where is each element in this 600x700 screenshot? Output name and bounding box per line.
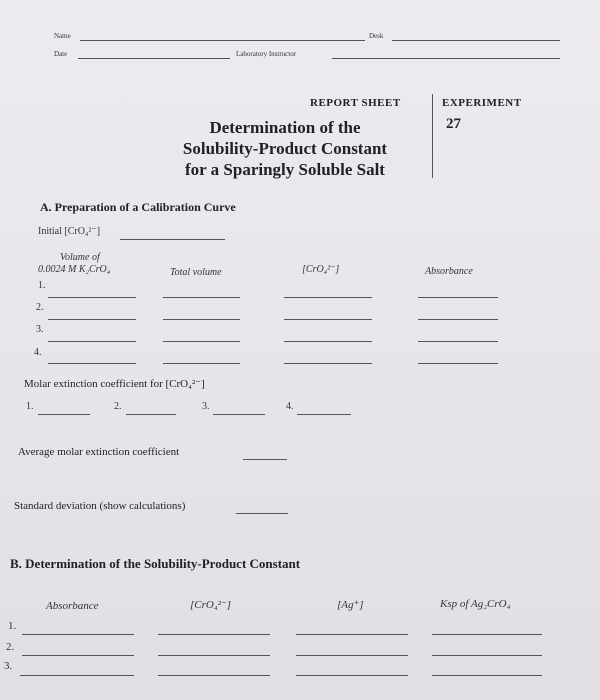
col-b-ksp: Ksp of Ag₂CrO₄ xyxy=(440,598,511,610)
date-field[interactable] xyxy=(78,58,230,59)
report-title xyxy=(140,117,430,180)
report-sheet-label: REPORT SHEET xyxy=(310,97,401,109)
molar-item-2-field[interactable] xyxy=(126,414,176,415)
row-b-3-absorbance[interactable] xyxy=(20,675,134,676)
average-molar-field[interactable] xyxy=(243,459,287,460)
row-a-3-absorbance[interactable] xyxy=(418,341,498,342)
std-deviation-field[interactable] xyxy=(236,513,288,514)
row-b-2-number: 2. xyxy=(6,641,15,653)
row-a-4-number: 4. xyxy=(34,347,42,358)
row-b-1-ag[interactable] xyxy=(296,634,408,635)
col-b-cro4: [CrO₄²⁻] xyxy=(190,599,232,611)
initial-cro4-field[interactable] xyxy=(120,239,225,240)
row-a-2-volume[interactable] xyxy=(48,319,136,320)
name-field[interactable] xyxy=(80,40,365,41)
molar-item-1-field[interactable] xyxy=(38,414,90,415)
row-a-1-absorbance[interactable] xyxy=(418,297,498,298)
row-a-4-absorbance[interactable] xyxy=(418,363,498,364)
row-a-4-volume[interactable] xyxy=(48,363,136,364)
experiment-label: EXPERIMENT xyxy=(442,97,522,109)
row-b-1-cro4[interactable] xyxy=(158,634,270,635)
title-line-2: Solubility-Product Constant xyxy=(182,139,388,158)
row-a-1-volume[interactable] xyxy=(48,297,136,298)
molar-item-3-field[interactable] xyxy=(213,414,265,415)
col-total-volume: Total volume xyxy=(170,267,222,278)
molar-item-4-number: 4. xyxy=(286,401,294,412)
std-deviation-label: Standard deviation (show calculations) xyxy=(14,500,186,512)
col-volume-line2: 0.0024 M K₂CrO₄ xyxy=(38,264,111,275)
molar-item-4-field[interactable] xyxy=(297,414,351,415)
row-b-1-ksp[interactable] xyxy=(432,634,542,635)
row-a-1-cro4[interactable] xyxy=(284,297,372,298)
molar-item-3-number: 3. xyxy=(202,401,210,412)
row-a-3-number: 3. xyxy=(36,324,44,335)
name-label: Name xyxy=(54,32,71,40)
row-a-3-cro4[interactable] xyxy=(284,341,372,342)
instructor-field[interactable] xyxy=(332,58,560,59)
row-b-3-ksp[interactable] xyxy=(432,675,542,676)
header-divider xyxy=(432,94,433,178)
molar-item-1-number: 1. xyxy=(26,401,34,412)
row-b-1-absorbance[interactable] xyxy=(22,634,134,635)
molar-item-2-number: 2. xyxy=(114,401,122,412)
col-volume-line1: Volume of xyxy=(60,252,100,263)
row-b-3-ag[interactable] xyxy=(296,675,408,676)
title-line-3: for a Sparingly Soluble Salt xyxy=(185,160,385,179)
row-b-3-number: 3. xyxy=(4,660,13,672)
row-a-3-volume[interactable] xyxy=(48,341,136,342)
date-label: Date xyxy=(54,50,68,58)
col-absorbance: Absorbance xyxy=(425,266,473,277)
row-b-2-cro4[interactable] xyxy=(158,655,270,656)
col-b-absorbance: Absorbance xyxy=(46,600,99,612)
row-a-1-total[interactable] xyxy=(163,297,240,298)
row-a-1-number: 1. xyxy=(38,280,46,291)
row-a-2-number: 2. xyxy=(36,302,44,313)
row-b-2-ksp[interactable] xyxy=(432,655,542,656)
molar-extinction-label: Molar extinction coefficient for [CrO₄²⁻] xyxy=(24,378,205,390)
row-b-3-cro4[interactable] xyxy=(158,675,270,676)
row-a-3-total[interactable] xyxy=(163,341,240,342)
initial-cro4-label: Initial [CrO₄²⁻] xyxy=(38,226,101,237)
row-a-4-total[interactable] xyxy=(163,363,240,364)
experiment-number: 27 xyxy=(446,116,461,132)
row-a-2-cro4[interactable] xyxy=(284,319,372,320)
desk-label: Desk xyxy=(369,32,384,40)
row-b-1-number: 1. xyxy=(8,620,17,632)
row-a-2-total[interactable] xyxy=(163,319,240,320)
col-cro4: [CrO₄²⁻] xyxy=(302,264,340,275)
section-a-heading: A. Preparation of a Calibration Curve xyxy=(40,200,236,214)
col-b-ag: [Ag⁺] xyxy=(337,599,364,611)
row-b-2-ag[interactable] xyxy=(296,655,408,656)
desk-field[interactable] xyxy=(392,40,560,41)
row-a-2-absorbance[interactable] xyxy=(418,319,498,320)
average-molar-label: Average molar extinction coefficient xyxy=(18,446,180,458)
instructor-label: Laboratory Instructor xyxy=(236,50,297,58)
title-line-1: Determination of the xyxy=(209,118,361,137)
row-a-4-cro4[interactable] xyxy=(284,363,372,364)
row-b-2-absorbance[interactable] xyxy=(22,655,134,656)
section-b-heading: B. Determination of the Solubility-Product Constant xyxy=(10,556,301,571)
